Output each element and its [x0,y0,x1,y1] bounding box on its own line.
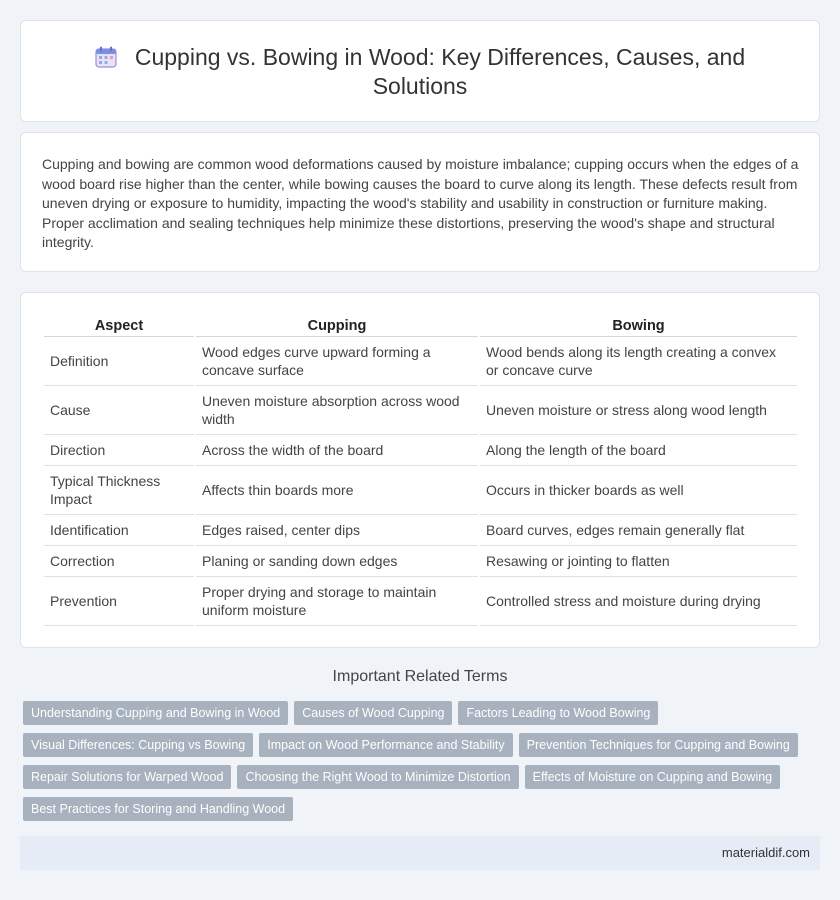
tag-row [23,701,803,725]
related-term-tag[interactable]: Causes of Wood Cupping [294,701,452,725]
intro-paragraph: Cupping and bowing are common wood deformations caused by moisture imbalance; cupping occurs when the edges of a wood board rise higher than the center, while bowing causes the board to curve along its length. These defects result from uneven drying or exposure to humidity, impacting the wood's stability and usability in construction or furniture making. Proper acclimation and sealing techniques help minimize these distortions, preserving the wood's shape and structural integrity. [42,156,799,250]
related-term-tag[interactable]: Choosing the Right Wood to Minimize Distortion [237,765,518,789]
related-term-tag[interactable]: Visual Differences: Cupping vs Bowing [23,733,253,757]
table-cell: Uneven moisture absorption across wood width [196,386,478,435]
table-cell: Along the length of the board [480,435,797,466]
table-cell: Occurs in thicker boards as well [480,466,797,515]
table-cell: Cause [44,386,194,435]
table-row [44,466,797,515]
table-header-row [44,315,797,337]
table-cell: Identification [44,515,194,546]
table-cell: Wood bends along its length creating a convex or concave curve [480,337,797,386]
intro-card [20,132,820,272]
tag-row [23,733,803,757]
footer [20,836,820,870]
table-cell: Resawing or jointing to flatten [480,546,797,577]
table-cell: Correction [44,546,194,577]
table-row [44,577,797,626]
related-terms-title: Important Related Terms [332,668,508,685]
table-cell: Uneven moisture or stress along wood length [480,386,797,435]
calendar-icon [95,46,117,68]
title-card [20,20,820,122]
table-row [44,515,797,546]
page-title: Cupping vs. Bowing in Wood: Key Differences, Causes, and Solutions [134,44,746,99]
header-aspect: Aspect [44,315,194,337]
table-cell: Wood edges curve upward forming a concave surface [196,337,478,386]
header-bowing: Bowing [480,315,797,337]
related-term-tag[interactable]: Repair Solutions for Warped Wood [23,765,231,789]
table-cell: Prevention [44,577,194,626]
table-cell: Typical Thickness Impact [44,466,194,515]
related-term-tag[interactable]: Impact on Wood Performance and Stability [259,733,512,757]
related-term-tag[interactable]: Prevention Techniques for Cupping and Bowing [519,733,798,757]
table-cell: Direction [44,435,194,466]
table-cell: Proper drying and storage to maintain uniform moisture [196,577,478,626]
comparison-table [42,315,799,626]
table-row [44,546,797,577]
tag-row [23,797,803,821]
table-cell: Controlled stress and moisture during drying [480,577,797,626]
related-term-tag[interactable]: Effects of Moisture on Cupping and Bowing [525,765,781,789]
table-row [44,337,797,386]
table-row [44,435,797,466]
header-cupping: Cupping [196,315,478,337]
table-cell: Across the width of the board [196,435,478,466]
table-cell: Planing or sanding down edges [196,546,478,577]
comparison-card [20,292,820,648]
footer-site-name[interactable]: materialdif.com [721,845,810,860]
related-terms-list [23,701,803,829]
table-row [44,386,797,435]
related-term-tag[interactable]: Factors Leading to Wood Bowing [458,701,658,725]
table-cell: Definition [44,337,194,386]
table-cell: Edges raised, center dips [196,515,478,546]
related-term-tag[interactable]: Best Practices for Storing and Handling Wood [23,797,293,821]
related-term-tag[interactable]: Understanding Cupping and Bowing in Wood [23,701,288,725]
page-title-wrap [21,43,819,101]
tag-row [23,765,803,789]
table-cell: Board curves, edges remain generally flat [480,515,797,546]
table-cell: Affects thin boards more [196,466,478,515]
